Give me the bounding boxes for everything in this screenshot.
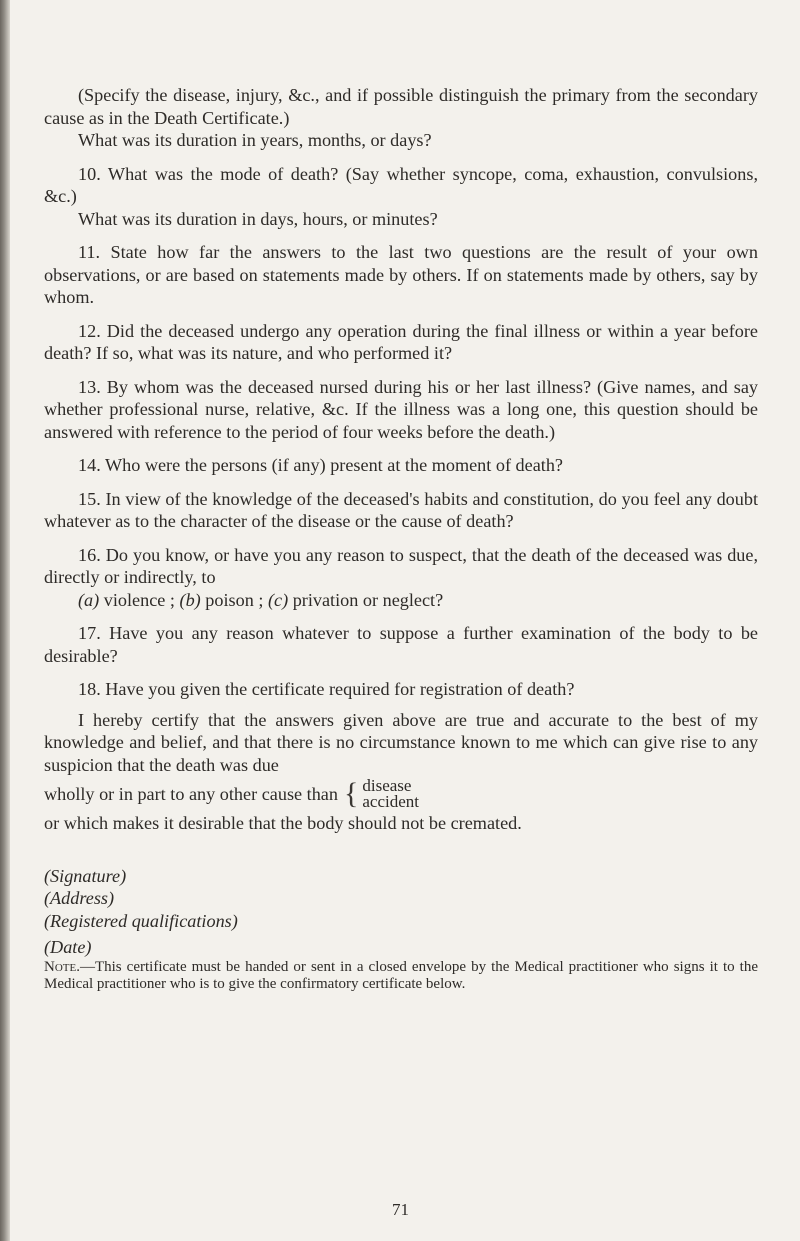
brace-glyph: { xyxy=(343,777,359,810)
cause-brace xyxy=(344,778,419,810)
q11: 11. State how far the answers to the last two questions are the result of your own observations, or are based on statements made by others. If on statements made by others, say by whom. xyxy=(44,242,758,307)
q16-option-a-label: (a) xyxy=(78,589,100,610)
address-label: (Address) xyxy=(44,888,115,908)
certification-wholly: wholly or in part to any other cause than xyxy=(44,783,338,804)
certification-brace-line xyxy=(44,778,758,810)
q12: 12. Did the deceased undergo any operation during the final illness or within a year before death? If so, what was its nature, and who performed it? xyxy=(44,320,758,363)
signature-label: (Signature) xyxy=(44,865,127,886)
note-text: —This certificate must be handed or sent in a closed envelope by the Medical practitioner who signs it to the Medical practitioner who is to give the confirmatory certificate below. xyxy=(44,958,758,992)
q15: 15. In view of the knowledge of the deceased's habits and constitution, do you feel any doubt whatever as to the character of the disease or the cause of death? xyxy=(44,488,758,531)
q13: 13. By whom was the deceased nursed during his or her last illness? (Give names, and say whether professional nurse, relative, &c. If the illness was a long one, this question should be answered with reference to the period of four weeks before the death.) xyxy=(44,376,758,442)
certification-end: or which makes it desirable that the body should not be cremated. xyxy=(44,813,522,833)
q10-duration: What was its duration in days, hours, or minutes? xyxy=(78,208,438,229)
q16: 16. Do you know, or have you any reason to suspect, that the death of the deceased was due, directly or indirectly, to xyxy=(44,544,758,587)
q16-options xyxy=(44,589,758,612)
qualifications-label: (Registered qualifications) xyxy=(44,910,238,931)
q16-option-b: poison ; xyxy=(205,589,264,610)
certification-text: I hereby certify that the answers given above are true and accurate to the best of my knowledge and belief, and that there is no circumstance known to me which can give rise to any suspicion that the death was due xyxy=(44,709,758,775)
note xyxy=(44,959,758,993)
cause-disease: disease xyxy=(362,776,412,795)
certificate-page xyxy=(44,84,758,993)
date-label: (Date) xyxy=(44,937,92,957)
note-label: Note. xyxy=(44,958,80,975)
page-edge xyxy=(0,0,10,1241)
q9-duration: What was its duration in years, months, or days? xyxy=(78,130,432,150)
q18: 18. Have you given the certificate required for registration of death? xyxy=(78,679,575,699)
q10: 10. What was the mode of death? (Say whether syncope, coma, exhaustion, convulsions, &c.) xyxy=(44,163,758,206)
q16-option-b-label: (b) xyxy=(179,589,201,610)
q9-intro: (Specify the disease, injury, &c., and if possible distinguish the primary from the secondary cause as in the Death Certificate.) xyxy=(44,85,758,128)
q17: 17. Have you any reason whatever to suppose a further examination of the body to be desirable? xyxy=(44,623,758,666)
q16-option-c: privation or neglect? xyxy=(292,589,444,610)
cause-options xyxy=(362,778,419,810)
q16-option-c-label: (c) xyxy=(267,589,289,610)
q16-option-a: violence ; xyxy=(103,589,175,610)
q14: 14. Who were the persons (if any) present at the moment of death? xyxy=(78,455,564,475)
cause-accident: accident xyxy=(362,792,419,811)
page-number: 71 xyxy=(392,1200,409,1219)
